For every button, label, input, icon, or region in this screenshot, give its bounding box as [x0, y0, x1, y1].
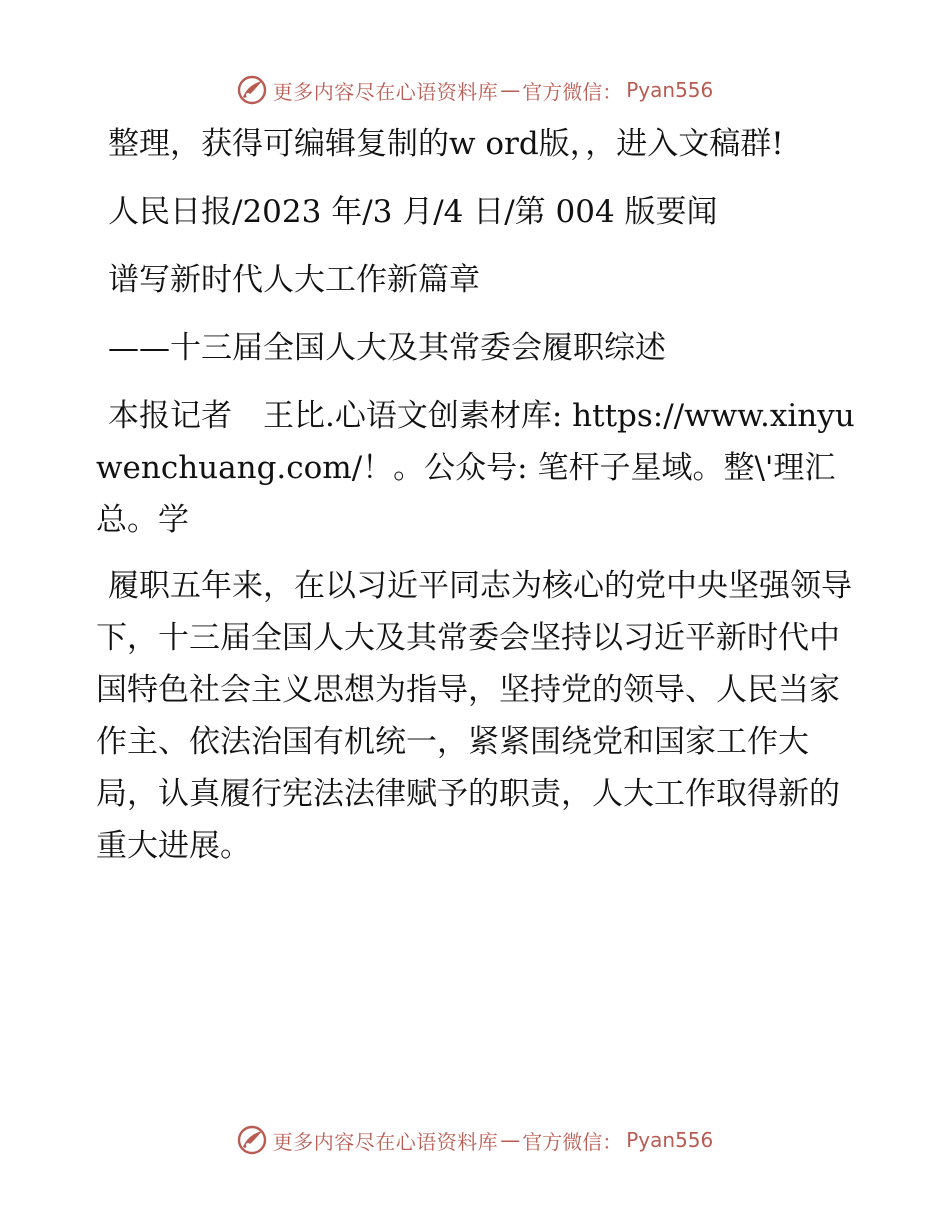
pen-logo-icon — [237, 75, 267, 105]
watermark-text: 更多内容尽在心语资料库 — [272, 1129, 499, 1154]
pen-logo-icon — [237, 1125, 267, 1155]
header-watermark — [0, 70, 950, 110]
article-paragraph: 履职五年来，在以习近平同志为核心的党中央坚强领导下，十三届全国人大及其常委会坚持以习近平新时代中国特色社会主义思想为指导，坚持党的领导、人民当家作主、依法治国有机统一，紧紧围绕党和国家工作大局，认真履行宪法法律赋予的职责，人大工作取得新的重大进展。 — [96, 568, 852, 864]
watermark-label: 官方微信： — [522, 79, 623, 104]
article-title: 谱写新时代人大工作新篇章 — [108, 262, 480, 298]
watermark-wechat-id: Pyan556 — [626, 78, 714, 102]
watermark-dash: — — [500, 1128, 521, 1152]
article-subtitle: ——十三届全国人大及其常委会履职综述 — [108, 330, 666, 366]
watermark-label: 官方微信： — [522, 1129, 623, 1154]
dateline: 人民日报/2023 年/3 月/4 日/第 004 版要闻 — [108, 194, 718, 230]
intro-line: 整理，获得可编辑复制的w ord版，，进入文稿群! — [108, 126, 784, 162]
footer-watermark — [0, 1120, 950, 1160]
watermark-dash: — — [500, 78, 521, 102]
watermark-wechat-id: Pyan556 — [626, 1128, 714, 1152]
document-body — [96, 118, 856, 872]
byline: 本报记者 王比.心语文创素材库: https://www.xinyuwenchuang.com/！。公众号: 笔杆子星域。整\'理汇总。学 — [96, 398, 855, 538]
watermark-text: 更多内容尽在心语资料库 — [272, 79, 499, 104]
